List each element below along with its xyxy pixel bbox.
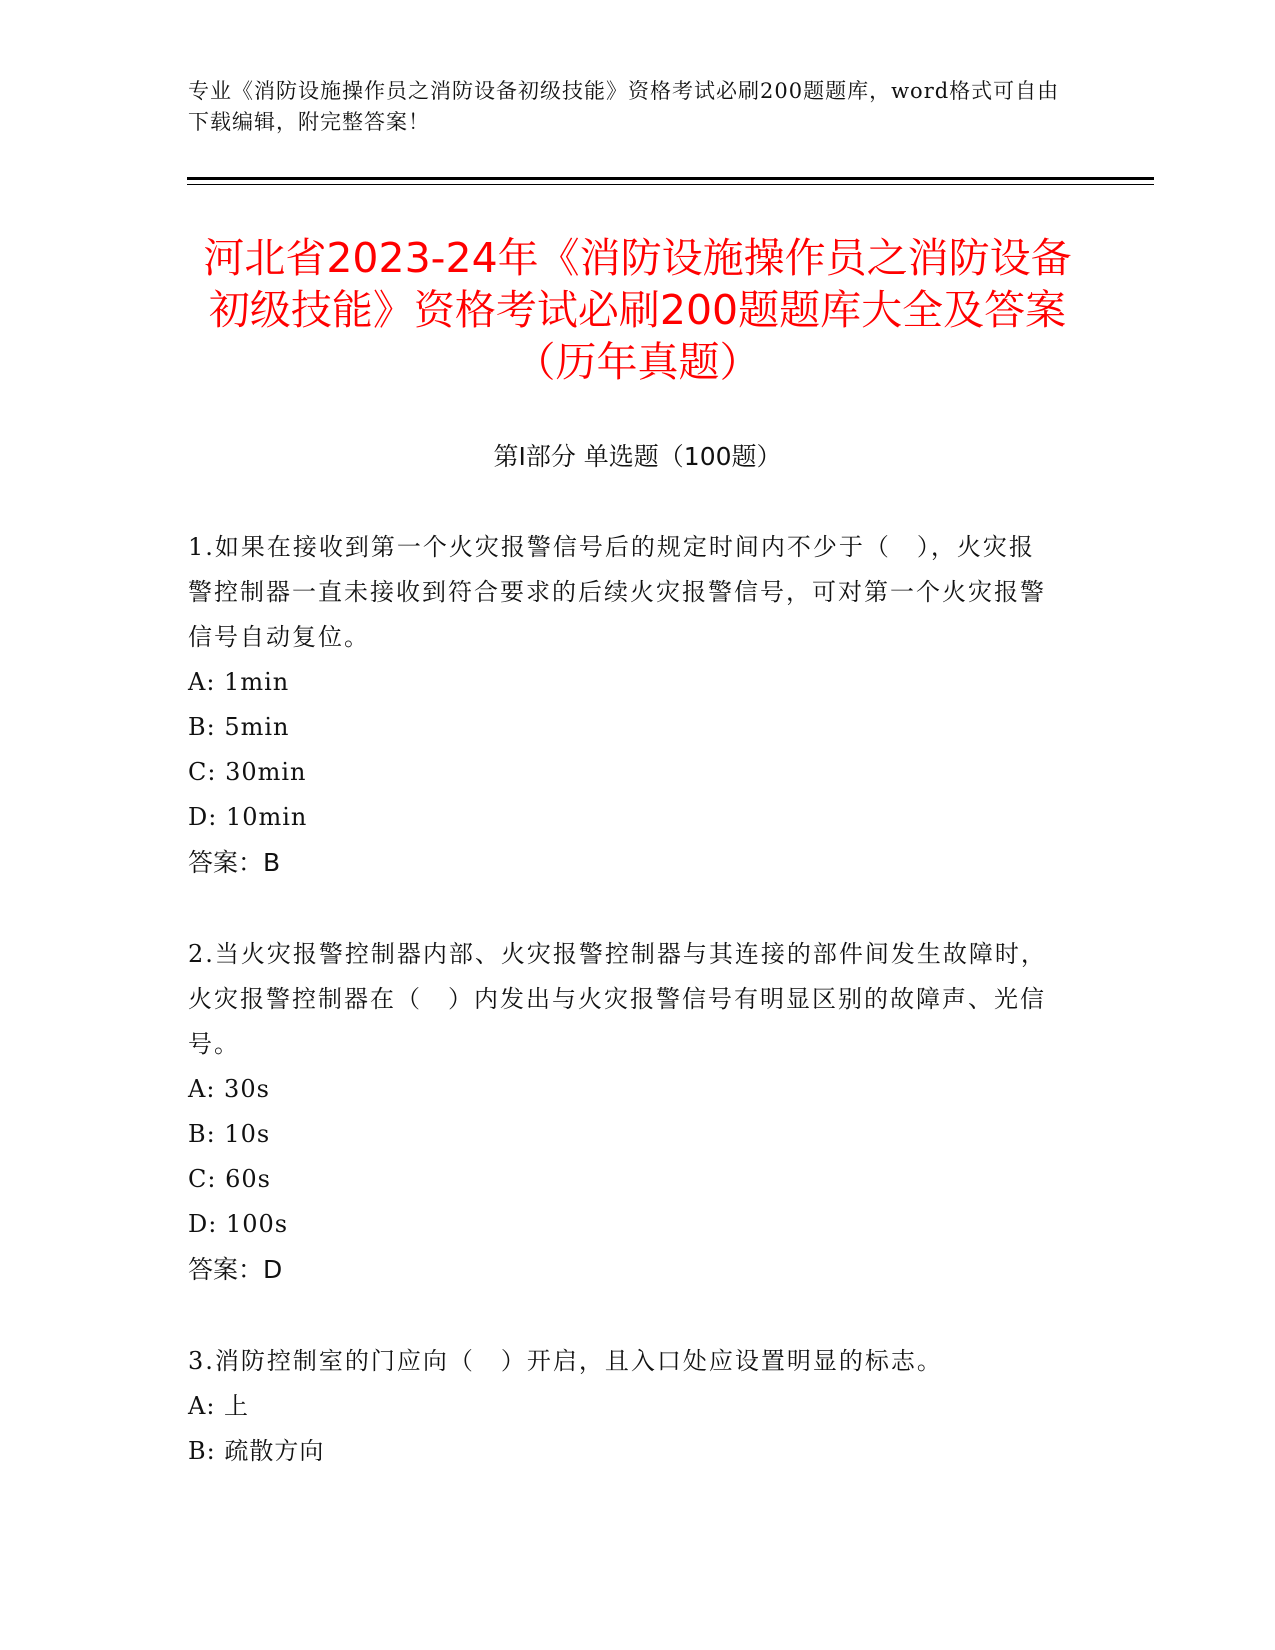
option-a: A: 1min xyxy=(188,668,290,696)
option-a: A: 上 xyxy=(188,1392,250,1420)
option-a: A: 30s xyxy=(188,1075,270,1103)
question-1 xyxy=(188,525,1058,885)
option-b: B: 5min xyxy=(188,713,290,741)
question-3 xyxy=(188,1339,1058,1474)
section-heading: 第Ⅰ部分 单选题（100题） xyxy=(493,442,782,471)
question-text: 2.当火灾报警控制器内部、火灾报警控制器与其连接的部件间发生故障时，火灾报警控制器在（ ）内发出与火灾报警信号有明显区别的故障声、光信号。 xyxy=(188,940,1047,1058)
document-title: 河北省2023-24年《消防设施操作员之消防设备初级技能》资格考试必刷200题题库大全及答案（历年真题） xyxy=(203,234,1072,386)
header-divider-thick xyxy=(187,177,1154,180)
question-2 xyxy=(188,932,1058,1292)
answer: 答案：D xyxy=(188,1255,283,1284)
answer: 答案：B xyxy=(188,848,281,877)
option-b: B: 疏散方向 xyxy=(188,1437,325,1465)
question-text: 3.消防控制室的门应向（ ）开启，且入口处应设置明显的标志。 xyxy=(188,1347,943,1375)
page-header-note: 专业《消防设施操作员之消防设备初级技能》资格考试必刷200题题库，word格式可自由下载编辑，附完整答案！ xyxy=(188,79,1060,134)
header-divider-thin xyxy=(187,184,1154,185)
option-c: C: 30min xyxy=(188,758,307,786)
option-d: D: 100s xyxy=(188,1210,289,1238)
question-text: 1.如果在接收到第一个火灾报警信号后的规定时间内不少于（ ），火灾报警控制器一直未接收到符合要求的后续火灾报警信号，可对第一个火灾报警信号自动复位。 xyxy=(188,533,1046,651)
option-b: B: 10s xyxy=(188,1120,271,1148)
option-d: D: 10min xyxy=(188,803,308,831)
option-c: C: 60s xyxy=(188,1165,271,1193)
